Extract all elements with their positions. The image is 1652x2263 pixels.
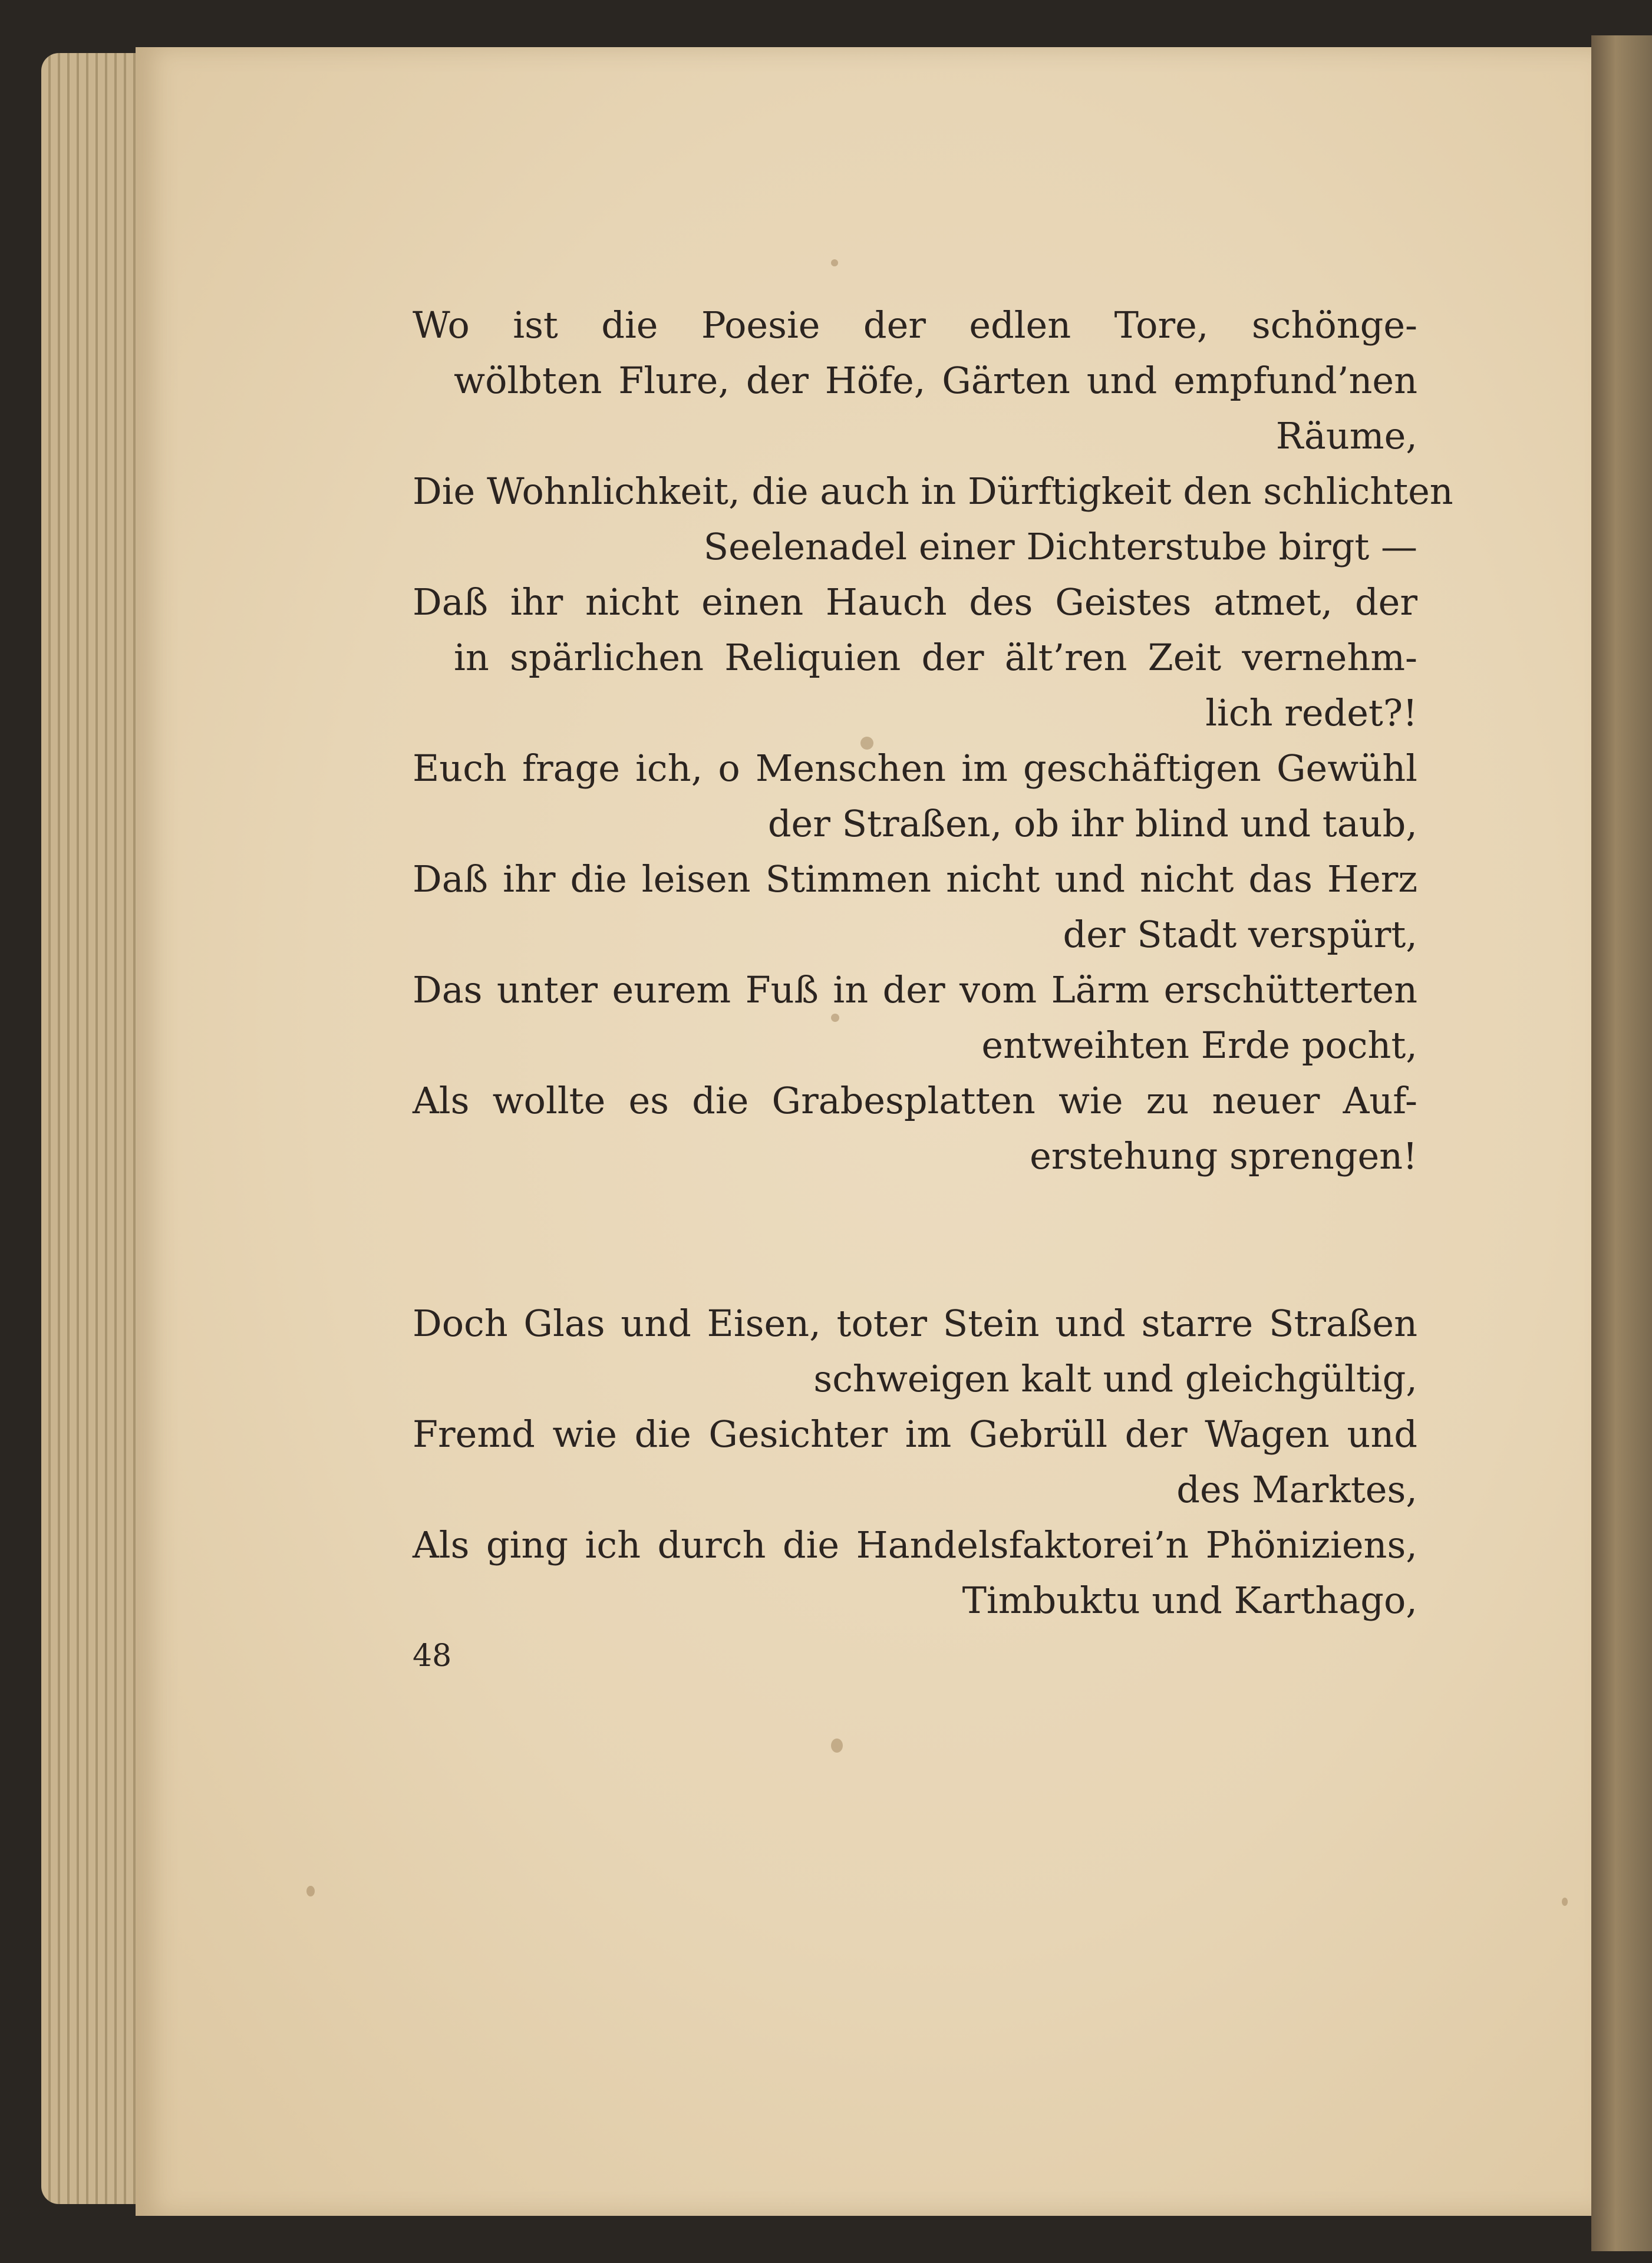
paper-speck [1562,1898,1568,1906]
poem-line: in spärlichen Reliquien der ält’ren Zeit vernehm- [454,636,1417,679]
poem-line: schweigen kalt und gleichgültig, [813,1357,1417,1400]
poem-line: Seelenadel einer Dichterstube birgt — [703,525,1417,568]
poem-line: Euch frage ich, o Menschen im geschäftigen Gewühl [413,747,1417,790]
poem-line: Daß ihr nicht einen Hauch des Geistes atmet, der [413,580,1417,624]
poem-line: Das unter eurem Fuß in der vom Lärm erschütterten [413,968,1417,1011]
poem-line: lich redet?! [1205,691,1417,734]
page-number: 48 [413,1638,452,1674]
poem-line: Räume, [1275,414,1417,457]
poem-line: Daß ihr die leisen Stimmen nicht und nicht das Herz [413,857,1417,900]
poem-line: Timbuktu und Karthago, [962,1579,1417,1622]
stanza-gap [413,1184,1417,1296]
poem-text [413,298,1453,1628]
paper-speck [306,1886,315,1896]
book-cover-edge [1591,35,1652,2251]
poem-line: wölbten Flure, der Höfe, Gärten und empfund’nen [454,359,1417,402]
poem-line: des Marktes, [1176,1468,1417,1511]
poem-line: Doch Glas und Eisen, toter Stein und starre Straßen [413,1302,1417,1345]
poem-line: Wo ist die Poesie der edlen Tore, schönge- [413,304,1417,347]
poem-line: der Stadt verspürt, [1063,913,1417,956]
poem-line: erstehung sprengen! [1030,1134,1417,1177]
stanza-1 [413,298,1453,1184]
poem-line: entweihten Erde pocht, [981,1024,1417,1067]
paper-speck [831,1739,843,1753]
paper-speck [831,259,838,266]
poem-line: der Straßen, ob ihr blind und taub, [767,802,1417,845]
stanza-2 [413,1296,1417,1628]
poem-line: Die Wohnlichkeit, die auch in Dürftigkeit den schlichten [413,470,1453,513]
poem-line: Als wollte es die Grabesplatten wie zu neuer Auf- [413,1079,1417,1122]
poem-line: Als ging ich durch die Handelsfaktorei’n Phöniziens, [413,1523,1417,1566]
poem-line: Fremd wie die Gesichter im Gebrüll der Wagen und [413,1413,1417,1456]
